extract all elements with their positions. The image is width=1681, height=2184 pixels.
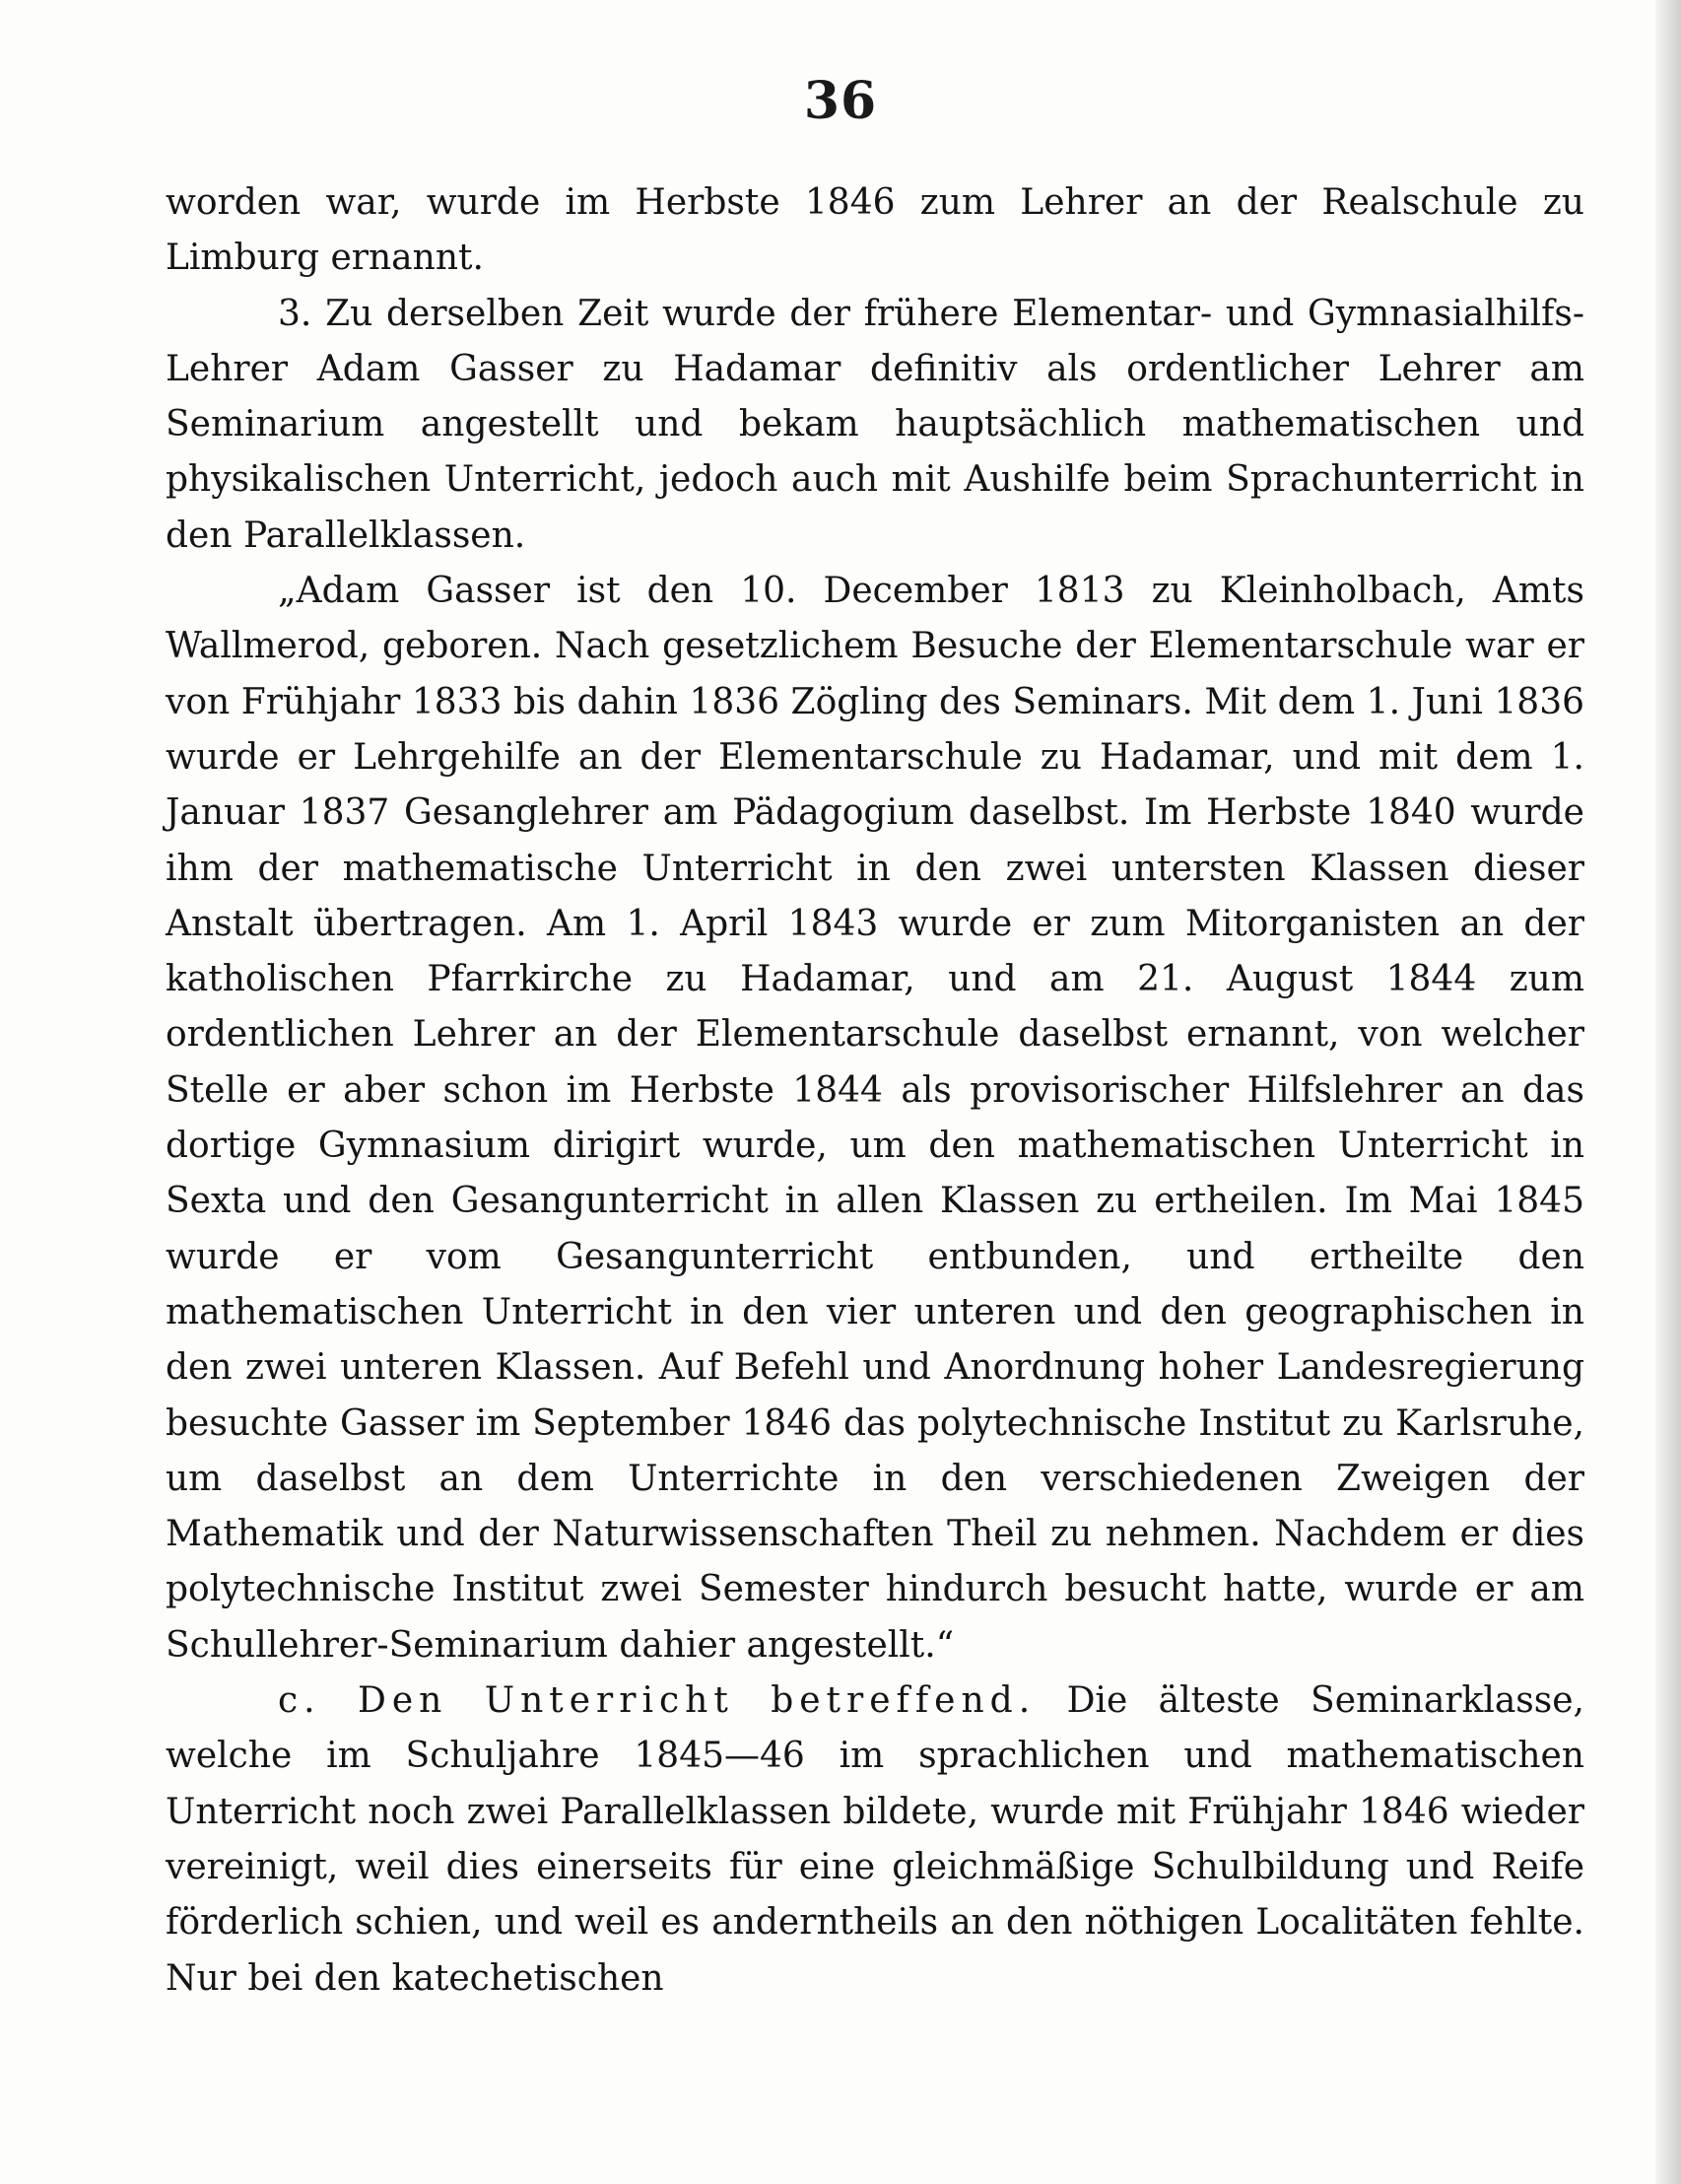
page-edge-shadow <box>1655 0 1681 2184</box>
page-number: 36 <box>803 71 878 131</box>
body-text <box>166 175 1584 2007</box>
paragraph-quote-biography: „Adam Gasser ist den 10. December 1813 zu Kleinholbach, Amts Wallmerod, geboren. Nach gesetzlichem Besuche der Elementarschule war er von Frühjahr 1833 bis dahin 1836 Zögling des Seminars. Mit dem 1. Juni 1836 wurde er Lehrgehilfe an der Elementarschule zu Hadamar, und mit dem 1. Januar 1837 Gesanglehrer am Pädagogium daselbst. Im Herbste 1840 wurde ihm der mathematische Unterricht in den zwei untersten Klassen dieser Anstalt übertragen. Am 1. April 1843 wurde er zum Mitorganisten an der katholischen Pfarrkirche zu Hadamar, und am 21. August 1844 zum ordentlichen Lehrer an der Elementarschule daselbst ernannt, von welcher Stelle er aber schon im Herbste 1844 als provisorischer Hilfslehrer an das dortige Gymnasium dirigirt wurde, um den mathematischen Unterricht in Sexta und den Gesangunterricht in allen Klassen zu ertheilen. Im Mai 1845 wurde er vom Gesangunterricht entbunden, und ertheilte den mathematischen Unterricht in den vier unteren und den geographischen in den zwei unteren Klassen. Auf Befehl und Anordnung hoher Landesregierung besuchte Gasser im September 1846 das polytechnische Institut zu Karlsruhe, um daselbst an dem Unterrichte in den verschiedenen Zweigen der Mathematik und der Naturwissenschaften Theil zu nehmen. Nachdem er dies polytechnische Institut zwei Semester hindurch besucht hatte, wurde er am Schullehrer-Seminarium dahier angestellt.“ <box>166 571 1584 1666</box>
paragraph-continuation: worden war, wurde im Herbste 1846 zum Lehrer an der Realschule zu Limburg ernannt. <box>166 182 1584 279</box>
paragraph-section-c <box>166 1673 1584 2007</box>
paragraph-item-3: 3. Zu derselben Zeit wurde der frühere Elementar- und Gymnasialhilfs-Lehrer Adam Gasser zu Hadamar definitiv als ordentlicher Lehrer am Seminarium angestellt und bekam hauptsächlich mathematischen und physikalischen Unterricht, jedoch auch mit Aushilfe beim Sprachunterricht in den Parallelklassen. <box>166 293 1584 556</box>
section-text: Die älteste Seminarklasse, welche im Schuljahre 1845—46 im sprachlichen und mathematischen Unterricht noch zwei Parallelklassen bildete, wurde mit Frühjahr 1846 wieder vereinigt, weil dies einerseits für eine gleichmäßige Schulbildung und Reife förderlich schien, und weil es anderntheils an den nöthigen Localitäten fehlte. Nur bei den katechetischen <box>166 1680 1584 1999</box>
section-heading: c. Den Unterricht betreffend. <box>278 1680 1037 1722</box>
